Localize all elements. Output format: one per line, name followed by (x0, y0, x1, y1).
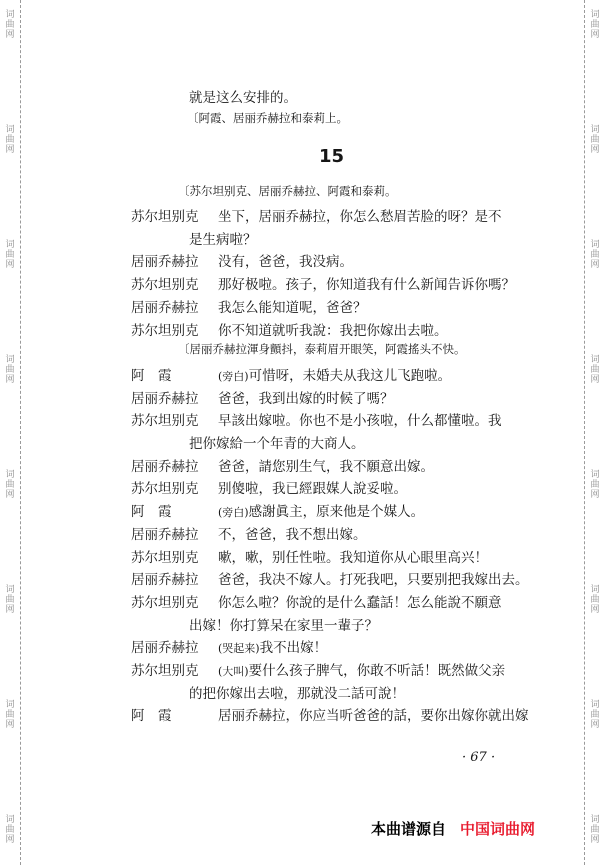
watermark-column (589, 240, 601, 270)
watermark-char: 网 (590, 605, 600, 615)
line-text: 我不出嫁！ (259, 640, 328, 657)
watermark-column (589, 355, 601, 385)
watermark-char: 词 (590, 240, 600, 250)
watermark-column (4, 355, 16, 385)
watermark-column (4, 585, 16, 615)
watermark-column (589, 470, 601, 500)
watermark-column (4, 815, 16, 845)
stage-direction: 〔阿霞、居丽乔赫拉和泰莉上。 (187, 111, 348, 125)
watermark-char: 词 (5, 125, 15, 135)
source-label: 本曲谱源自 (371, 820, 447, 838)
dialogue-text (218, 477, 407, 497)
dialogue-text (218, 250, 353, 270)
speaker-name: 阿 霞 (131, 504, 172, 521)
line-text: 我怎么能知道呢，爸爸？ (218, 299, 367, 316)
speaker-name: 苏尔坦别克 (131, 663, 199, 679)
watermark-char: 网 (590, 490, 600, 500)
watermark-column (589, 815, 601, 845)
speaker-name: 阿 霞 (131, 708, 172, 725)
watermark-char: 曲 (5, 365, 15, 375)
dialogue-text (218, 273, 515, 293)
line-text: 要什么孩子脾气，你敢不听話！既然做父亲 (248, 663, 506, 679)
watermark-char: 网 (590, 145, 600, 155)
dialogue-text (218, 591, 502, 611)
aside-note: (哭起来) (218, 642, 260, 656)
watermark-char: 网 (5, 835, 15, 845)
watermark-char: 词 (590, 10, 600, 20)
watermark-column (4, 10, 16, 40)
line-text: 别傻啦，我已經跟媒人說妥啦。 (218, 481, 407, 498)
stage-direction: 〔苏尔坦别克、居丽乔赫拉、阿霞和泰莉。 (178, 184, 397, 198)
dialogue-text (218, 568, 529, 588)
watermark-char: 网 (5, 145, 15, 155)
speaker-name: 苏尔坦别克 (131, 481, 199, 498)
watermark-char: 词 (5, 10, 15, 20)
intro-text: 就是这么安排的。 (189, 90, 297, 106)
watermark-column (589, 125, 601, 155)
dialogue-text (218, 546, 488, 566)
watermark-char: 词 (5, 700, 15, 710)
watermark-char: 词 (5, 815, 15, 825)
line-text: 你不知道就听我說：我把你嫁出去啦。 (218, 322, 448, 339)
watermark-column (4, 470, 16, 500)
dialogue-text (218, 636, 327, 656)
watermark-char: 曲 (590, 135, 600, 145)
watermark-char: 网 (5, 375, 15, 385)
dialogue-text (218, 455, 434, 475)
watermark-char: 网 (5, 30, 15, 40)
speaker-name: 居丽乔赫拉 (131, 390, 199, 407)
watermark-char: 曲 (5, 250, 15, 260)
speaker-name: 居丽乔赫拉 (131, 458, 199, 475)
watermark-char: 词 (590, 470, 600, 480)
watermark-char: 网 (5, 720, 15, 730)
line-text: 你怎么啦？你說的是什么蠢話！怎么能說不願意 (218, 594, 502, 611)
watermark-char: 词 (590, 355, 600, 365)
line-text: 爸爸，請您别生气，我不願意出嫁。 (218, 458, 434, 475)
watermark-char: 曲 (590, 20, 600, 30)
line-text: 没有，爸爸，我没病。 (218, 254, 353, 271)
dialogue-text (218, 704, 529, 724)
watermark-column (589, 585, 601, 615)
line-text: 可惜呀，未婚夫从我这儿飞跑啦。 (248, 367, 452, 384)
line-text: 爸爸，我决不嫁人。打死我吧，只要别把我嫁出去。 (218, 572, 529, 589)
continuation-text: 是生病啦？ (189, 231, 257, 248)
watermark-char: 网 (590, 835, 600, 845)
dialogue-text (218, 659, 505, 679)
source-credit (371, 818, 535, 839)
watermark-char: 网 (5, 490, 15, 500)
dialogue-text (218, 500, 424, 520)
source-site: 中国词曲网 (460, 820, 536, 838)
watermark-char: 词 (590, 125, 600, 135)
stage-direction: 〔居丽乔赫拉渾身顫抖，泰莉眉开眼笑，阿霞搖头不快。 (178, 342, 466, 357)
watermark-char: 曲 (590, 480, 600, 490)
watermark-column (589, 10, 601, 40)
watermark-char: 曲 (590, 365, 600, 375)
speaker-name: 苏尔坦别克 (131, 322, 199, 339)
dialogue-text (218, 409, 502, 429)
continuation-text: 出嫁！你打算呆在家里一輩子？ (189, 617, 378, 634)
watermark-char: 词 (5, 585, 15, 595)
dialogue-text (218, 296, 367, 316)
dialogue-text (218, 387, 394, 407)
watermark-char: 曲 (5, 135, 15, 145)
watermark-char: 网 (590, 720, 600, 730)
speaker-name: 苏尔坦别克 (131, 594, 199, 611)
line-text: 坐下，居丽乔赫拉，你怎么愁眉苦脸的呀？是不 (218, 209, 502, 225)
watermark-column (4, 240, 16, 270)
dialogue-text (218, 319, 448, 339)
line-text: 不，爸爸，我不想出嫁。 (218, 526, 367, 543)
watermark-char: 词 (5, 240, 15, 250)
watermark-char: 曲 (5, 710, 15, 720)
watermark-char: 网 (5, 260, 15, 270)
line-text: 嗽，嗽，别任性啦。我知道你从心眼里高兴！ (218, 549, 488, 566)
watermark-column (4, 125, 16, 155)
speaker-name: 居丽乔赫拉 (131, 254, 199, 271)
line-text: 爸爸，我到出嫁的时候了嗎？ (218, 390, 394, 407)
dialogue-text (218, 205, 502, 225)
line-text: 感謝眞主，原来他是个媒人。 (248, 504, 425, 521)
speaker-name: 阿 霞 (131, 367, 172, 384)
aside-note: (旁白) (218, 369, 249, 383)
watermark-char: 词 (590, 815, 600, 825)
line-text: 那好极啦。孩子，你知道我有什么新闻告诉你嗎？ (218, 277, 515, 294)
speaker-name: 苏尔坦别克 (131, 209, 199, 225)
dialogue-text (218, 523, 367, 543)
watermark-char: 曲 (5, 595, 15, 605)
watermark-column (4, 700, 16, 730)
watermark-char: 网 (590, 30, 600, 40)
scene-number: 15 (319, 146, 345, 167)
watermark-char: 曲 (590, 710, 600, 720)
aside-note: (旁白) (218, 506, 249, 520)
page-number: · 67 · (462, 750, 496, 765)
watermark-char: 曲 (5, 825, 15, 835)
watermark-char: 词 (5, 355, 15, 365)
speaker-name: 居丽乔赫拉 (131, 526, 199, 543)
watermark-char: 曲 (590, 825, 600, 835)
watermark-char: 网 (590, 375, 600, 385)
speaker-name: 苏尔坦别克 (131, 413, 199, 430)
speaker-name: 居丽乔赫拉 (131, 572, 199, 589)
speaker-name: 苏尔坦别克 (131, 277, 199, 294)
watermark-char: 词 (590, 700, 600, 710)
line-text: 居丽乔赫拉，你应当听爸爸的話，要你出嫁你就出嫁 (218, 708, 529, 725)
continuation-text: 的把你嫁出去啦，那就没二話可說！ (189, 685, 405, 702)
line-text: 早該出嫁啦。你也不是小孩啦，什么都懂啦。我 (218, 413, 502, 430)
watermark-char: 词 (590, 585, 600, 595)
speaker-name: 苏尔坦别克 (131, 549, 199, 566)
watermark-char: 网 (590, 260, 600, 270)
watermark-char: 曲 (5, 20, 15, 30)
watermark-char: 网 (5, 605, 15, 615)
watermark-char: 曲 (5, 480, 15, 490)
watermark-char: 词 (5, 470, 15, 480)
speaker-name: 居丽乔赫拉 (131, 640, 199, 657)
continuation-text: 把你嫁給一个年青的大商人。 (189, 436, 365, 452)
watermark-char: 曲 (590, 595, 600, 605)
watermark-char: 曲 (590, 250, 600, 260)
dialogue-text (218, 364, 451, 384)
aside-note: (大叫) (218, 665, 249, 678)
speaker-name: 居丽乔赫拉 (131, 299, 199, 316)
watermark-column (589, 700, 601, 730)
